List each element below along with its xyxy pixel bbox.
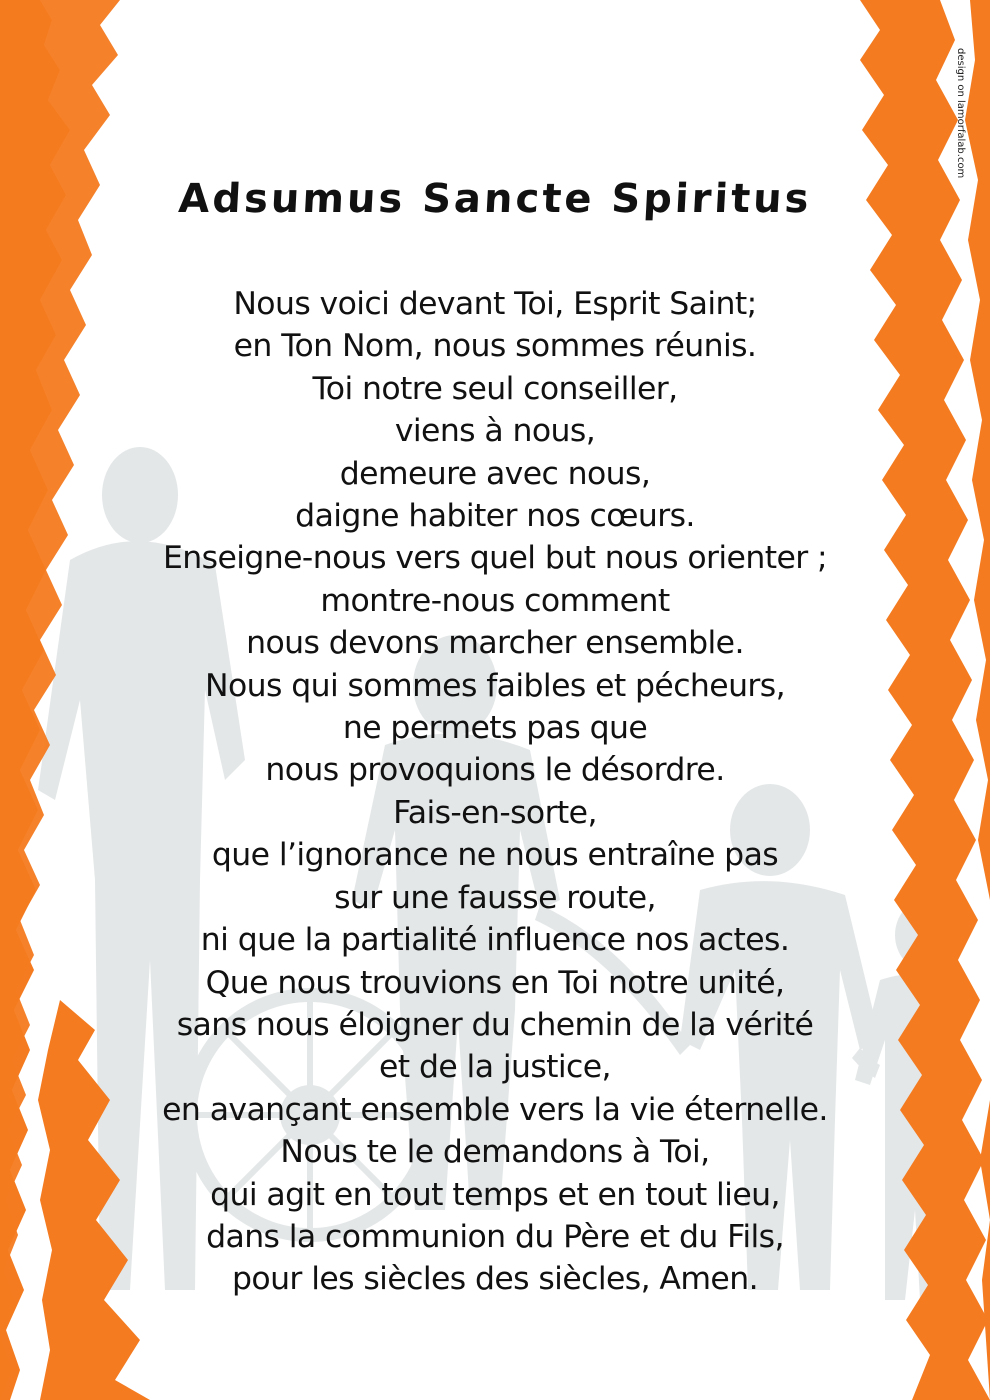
prayer-line: Toi notre seul conseiller, <box>312 370 678 407</box>
design-credit: design on lamorfalab.com <box>955 48 966 179</box>
prayer-line: Que nous trouvions en Toi notre unité, <box>205 964 785 1001</box>
prayer-line: ne permets pas que <box>342 710 648 747</box>
prayer-line: Nous qui sommes faibles et pécheurs, <box>204 667 786 704</box>
prayer-line: Nous voici devant Toi, Esprit Saint; <box>233 286 757 322</box>
prayer-line: montre-nous comment <box>320 582 670 619</box>
prayer-line: demeure avec nous, <box>339 455 651 492</box>
prayer-line: viens à nous, <box>394 413 596 450</box>
prayer-line: daigne habiter nos cœurs. <box>295 498 695 535</box>
prayer-line: en avançant ensemble vers la vie éternelle. <box>162 1091 828 1128</box>
prayer-line: nous devons marcher ensemble. <box>246 625 744 662</box>
prayer-line: Nous te le demandons à Toi, <box>280 1134 710 1171</box>
prayer-line: nous provoquions le désordre. <box>265 752 725 789</box>
prayer-line: pour les siècles des siècles, Amen. <box>232 1261 758 1298</box>
prayer-title: Adsumus Sancte Spiritus <box>177 176 813 222</box>
prayer-text <box>95 283 895 1301</box>
prayer-line: qui agit en tout temps et en tout lieu, <box>210 1176 780 1213</box>
prayer-line: Enseigne-nous vers quel but nous orienter ; <box>162 540 828 577</box>
prayer-line: en Ton Nom, nous sommes réunis. <box>233 328 757 365</box>
prayer-line: et de la justice, <box>379 1049 611 1086</box>
prayer-line: ni que la partialité influence nos actes. <box>200 922 790 959</box>
prayer-line: que l’ignorance ne nous entraîne pas <box>211 837 779 874</box>
prayer-line: sur une fausse route, <box>334 879 656 916</box>
prayer-line: sans nous éloigner du chemin de la vérité <box>176 1006 814 1043</box>
prayer-line: dans la communion du Père et du Fils, <box>206 1218 784 1255</box>
prayer-line: Fais-en-sorte, <box>393 794 597 831</box>
